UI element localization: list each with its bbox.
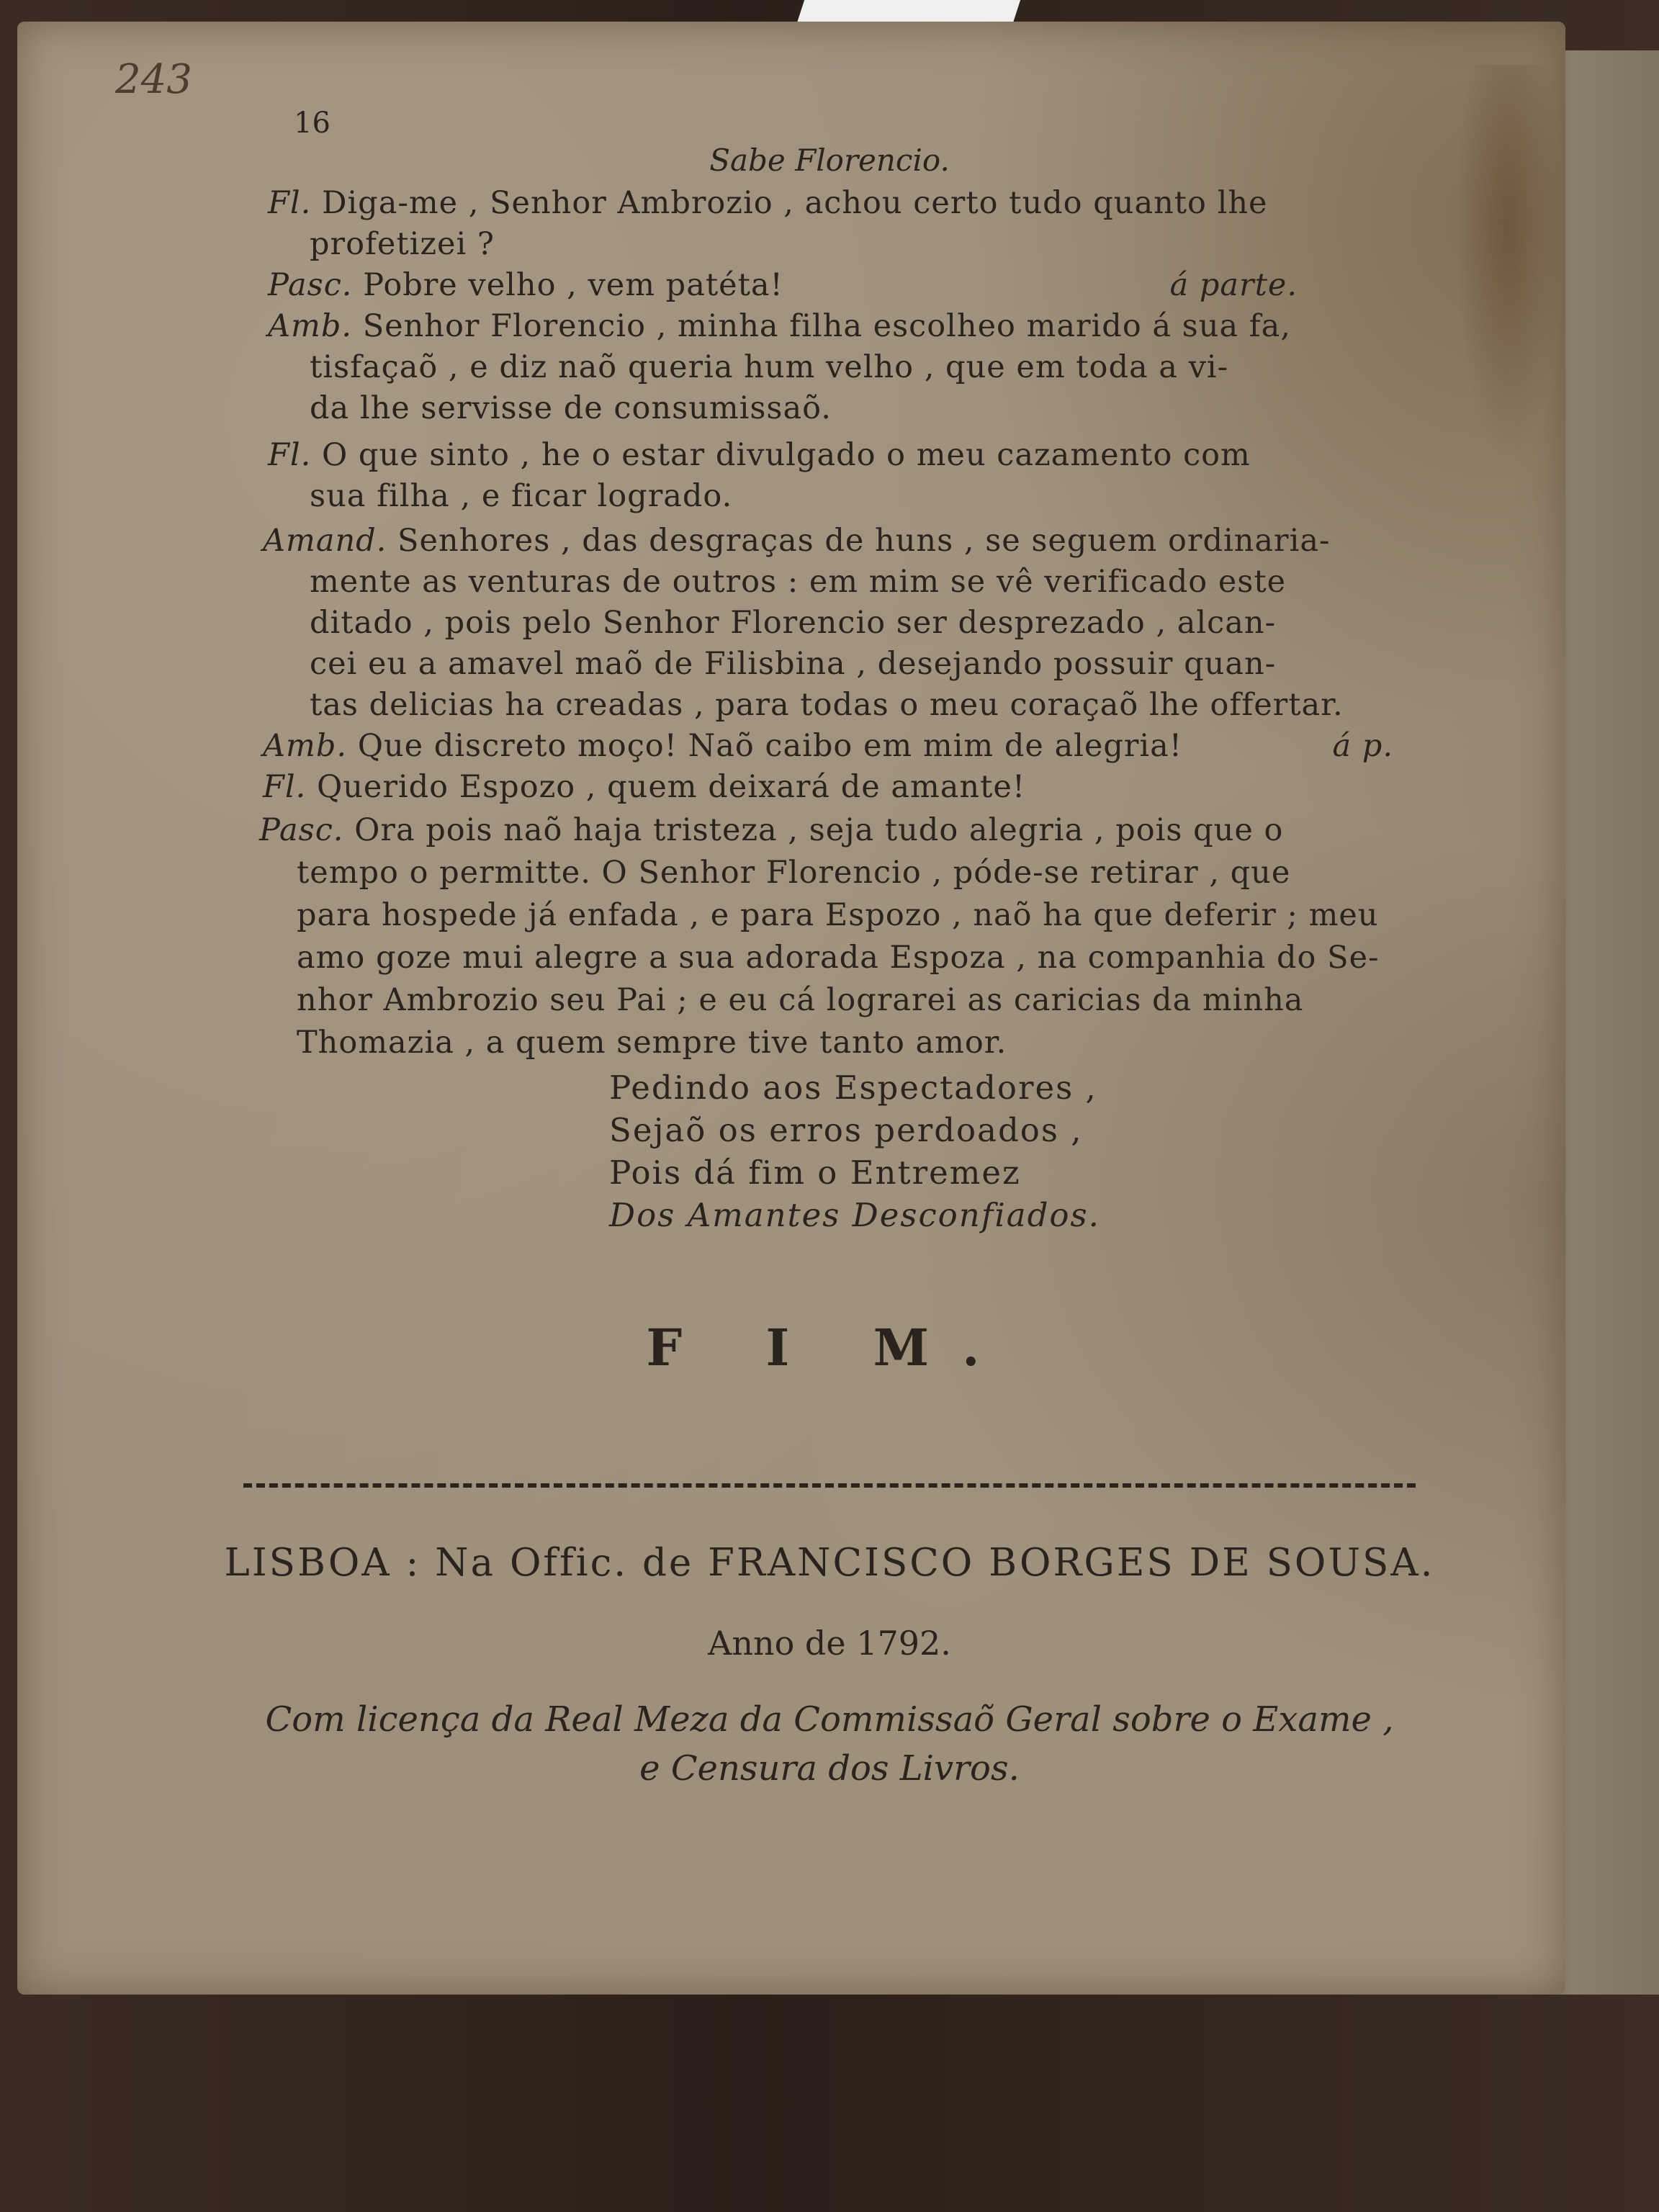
printer-imprint: LISBOA : Na Offic. de FRANCISCO BORGES DE SOUSA. bbox=[224, 1541, 1435, 1585]
line-text: para hospede já enfada , e para Espozo , naõ ha que deferir ; meu bbox=[297, 897, 1379, 933]
line-text: Senhores , das desgraças de huns , se seguem ordinaria- bbox=[397, 523, 1331, 559]
dialogue-line bbox=[310, 687, 1344, 723]
dialogue-line bbox=[310, 478, 732, 514]
verse-line: Pois dá fim o Entremez bbox=[609, 1154, 1021, 1192]
stage-aside: á parte. bbox=[1169, 267, 1298, 303]
publication-year: Anno de 1792. bbox=[708, 1624, 951, 1663]
dialogue-line bbox=[310, 564, 1286, 600]
line-text: amo goze mui alegre a sua adorada Espoza , na companhia do Se- bbox=[297, 940, 1380, 976]
speaker-label: Fl. bbox=[268, 185, 312, 221]
dialogue-line bbox=[268, 437, 1251, 473]
line-text: Thomazia , a quem sempre tive tanto amor. bbox=[297, 1025, 1007, 1061]
line-text: mente as venturas de outros : em mim se vê verificado este bbox=[310, 564, 1287, 600]
dialogue-line bbox=[297, 855, 1290, 891]
dialogue-line bbox=[310, 226, 495, 262]
line-text: tas delicias ha creadas , para todas o meu coraçaõ lhe offertar. bbox=[310, 687, 1344, 723]
speaker-label: Amb. bbox=[263, 728, 348, 764]
line-text: tisfaçaõ , e diz naõ queria hum velho , que em toda a vi- bbox=[310, 349, 1229, 385]
line-text: O que sinto , he o estar divulgado o meu cazamento com bbox=[321, 437, 1251, 473]
line-text: Senhor Florencio , minha filha escolheo marido á sua fa, bbox=[362, 308, 1291, 344]
dialogue-line bbox=[310, 605, 1276, 641]
speaker-label: Amand. bbox=[263, 523, 387, 559]
speaker-label: Fl. bbox=[268, 437, 312, 473]
dialogue-line bbox=[268, 308, 1291, 344]
dialogue-line bbox=[263, 728, 1393, 764]
line-text: cei eu a amavel maõ de Filisbina , desejando possuir quan- bbox=[310, 646, 1277, 682]
dialogue-line bbox=[310, 646, 1276, 682]
licence-line: Com licença da Real Meza da Commissaõ Geral sobre o Exame , bbox=[265, 1699, 1394, 1740]
speaker-label: Pasc. bbox=[259, 812, 344, 848]
line-text: Que discreto moço! Naõ caibo em mim de alegria! bbox=[357, 728, 1183, 764]
fim-heading: F I M. bbox=[646, 1318, 1013, 1377]
dialogue-line bbox=[259, 812, 1283, 848]
dialogue-line bbox=[310, 349, 1228, 385]
dialogue-line bbox=[263, 769, 1025, 805]
verse-line: Pedindo aos Espectadores , bbox=[609, 1069, 1097, 1107]
speaker-label: Pasc. bbox=[268, 267, 353, 303]
handwritten-mark: 243 bbox=[115, 56, 192, 103]
dialogue-line bbox=[263, 523, 1331, 559]
dialogue-line bbox=[268, 185, 1268, 221]
verse-line: Sejaõ os erros perdoados , bbox=[609, 1111, 1083, 1149]
dialogue-line bbox=[297, 897, 1379, 933]
speaker-label: Fl. bbox=[263, 769, 307, 805]
line-text: Pobre velho , vem patéta! bbox=[363, 267, 783, 303]
ornamental-rule bbox=[243, 1483, 1416, 1492]
line-text: profetizei ? bbox=[310, 226, 495, 262]
line-text: sua filha , e ficar logrado. bbox=[310, 478, 733, 514]
line-text: ditado , pois pelo Senhor Florencio ser desprezado , alcan- bbox=[310, 605, 1277, 641]
verse-line: Dos Amantes Desconfiados. bbox=[609, 1196, 1100, 1234]
page-number: 16 bbox=[294, 107, 331, 140]
running-head: Sabe Florencio. bbox=[709, 143, 950, 178]
line-text: Diga-me , Senhor Ambrozio , achou certo tudo quanto lhe bbox=[321, 185, 1268, 221]
dialogue-line bbox=[297, 940, 1380, 976]
dialogue-line bbox=[268, 267, 1298, 303]
line-text: nhor Ambrozio seu Pai ; e eu cá lograrei as caricias da minha bbox=[297, 982, 1304, 1018]
licence-line: e Censura dos Livros. bbox=[639, 1748, 1020, 1789]
line-text: da lhe servisse de consumissaõ. bbox=[310, 390, 832, 426]
line-text: Querido Espozo , quem deixará de amante! bbox=[316, 769, 1026, 805]
line-text: Ora pois naõ haja tristeza , seja tudo alegria , pois que o bbox=[354, 812, 1284, 848]
dialogue-line bbox=[297, 982, 1303, 1018]
stage-aside: á p. bbox=[1332, 728, 1393, 764]
dialogue-line bbox=[297, 1025, 1007, 1061]
speaker-label: Amb. bbox=[268, 308, 353, 344]
dialogue-line bbox=[310, 390, 832, 426]
line-text: tempo o permitte. O Senhor Florencio , póde-se retirar , que bbox=[297, 855, 1291, 891]
